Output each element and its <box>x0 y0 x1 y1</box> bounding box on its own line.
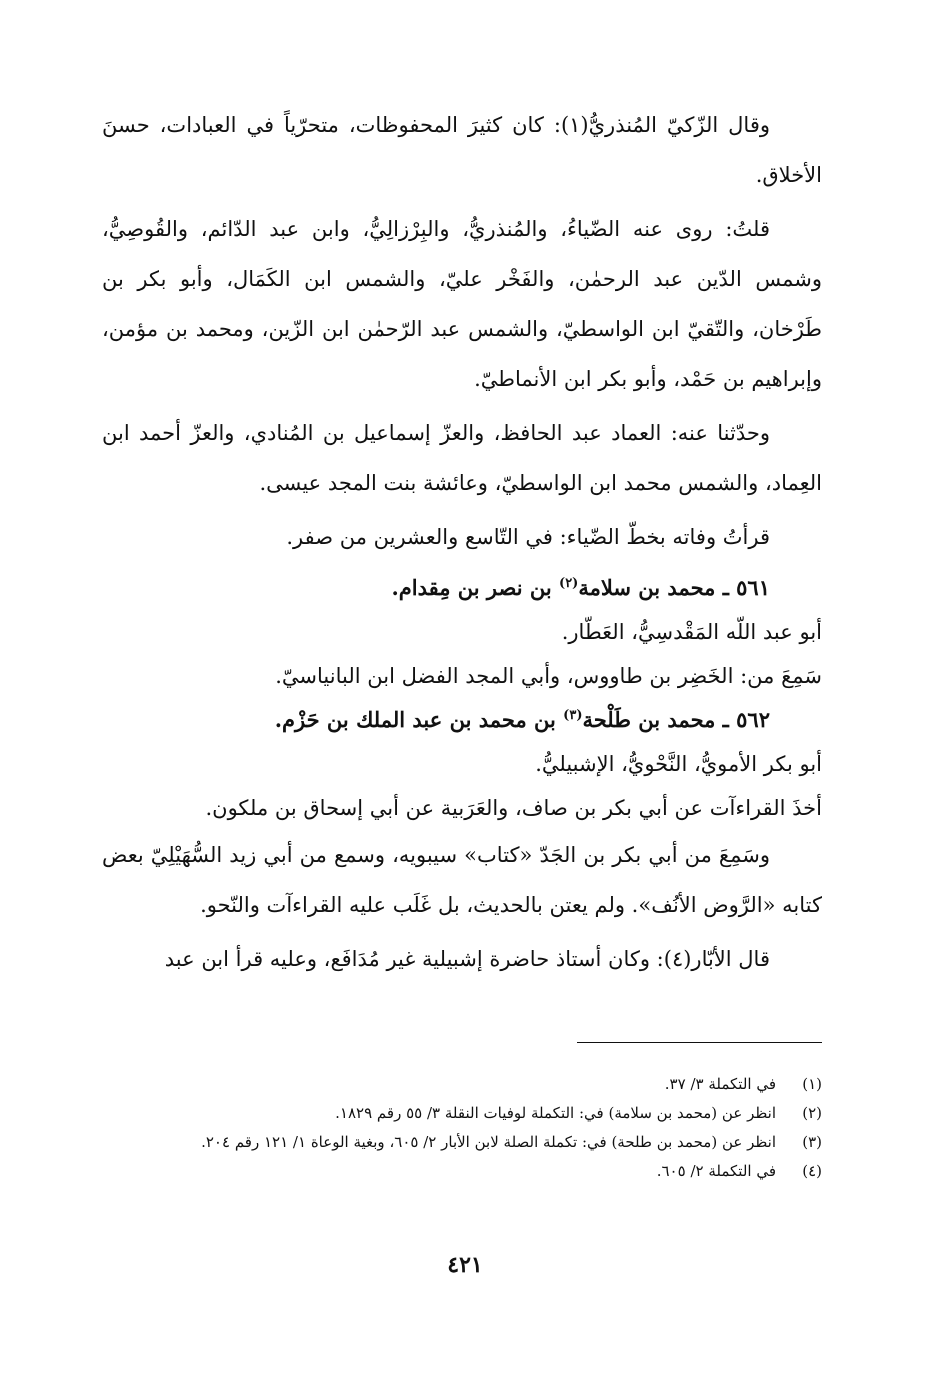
entry-562-kunya: أبو بكر الأمويُّ، النَّحْويُّ، الإشبيليُّ. <box>535 752 822 776</box>
entry-561-title-name: ٥٦١ ـ محمد بن سلامة <box>578 575 770 600</box>
footnote-ref-2: (٢) <box>559 576 579 591</box>
entry-562 <box>102 698 822 984</box>
footnote-number: (٤) <box>802 1162 822 1180</box>
footnote-number: (١) <box>802 1075 822 1093</box>
entry-561 <box>102 566 822 698</box>
footnote-divider <box>577 1042 822 1043</box>
entry-561-title-lineage: بن نصر بن مِقدام. <box>391 575 560 600</box>
footnote-4 <box>102 1157 822 1186</box>
footnote-number: (٣) <box>802 1133 822 1151</box>
entry-562-title-name: ٥٦٢ ـ محمد بن طَلْحة <box>582 707 770 732</box>
footnote-3 <box>102 1128 822 1157</box>
footnote-ref-3: (٣) <box>563 708 583 723</box>
paragraph-narrators-from-him: قلتُ: روى عنه الضّياءُ، والمُنذريُّ، والبِرْزالِيُّ، وابن عبد الدّائم، والقُوصِيُّ، وشمس الدّين عبد الرحمٰن، والفَخْر عليّ، والشمس ابن الكَمَال، وأبو بكر بن طَرْخان، والتّقيّ ابن الواسطيّ، والشمس عبد الرّحمٰن ابن الزّين، ومحمد بن مؤمن، وإبراهيم بن حَمْد، وأبو بكر ابن الأنماطيّ. <box>102 217 822 391</box>
footnote-2 <box>102 1099 822 1128</box>
entry-561-teachers: سَمِعَ من: الخَضِر بن طاووس، وأبي المجد الفضل ابن البانياسيّ. <box>275 664 822 688</box>
entry-561-title <box>102 566 822 610</box>
page-number: ٤٢١ <box>447 1252 483 1278</box>
footnote-text: في التكملة ٢/ ٦٠٥. <box>656 1162 776 1180</box>
footnote-text: في التكملة ٣/ ٣٧. <box>664 1075 776 1093</box>
entry-562-title-lineage: بن محمد بن عبد الملك بن حَزْم. <box>274 707 564 732</box>
footnote-1 <box>102 1070 822 1099</box>
footnote-text: انظر عن (محمد بن طلحة) في: تكملة الصلة لابن الأبار ٢/ ٦٠٥، وبغية الوعاة ١/ ١٢١ رقم ٢٠٤. <box>201 1133 776 1151</box>
entry-561-kunya: أبو عبد اللّه المَقْدسِيُّ، العَطّار. <box>561 620 822 644</box>
main-text <box>102 100 822 988</box>
paragraph-narrated-to-us: وحدّثنا عنه: العماد عبد الحافظ، والعزّ إسماعيل بن المُنادي، والعزّ أحمد ابن العِماد، والشمس محمد ابن الواسطيّ، وعائشة بنت المجد عيسى. <box>102 421 822 495</box>
footnotes <box>102 1070 822 1186</box>
entry-562-abbar-quote: قال الأبّار(٤): وكان أستاذ حاضرة إشبيلية غير مُدَافَع، وعليه قرأ ابن عبد <box>164 947 770 971</box>
entry-562-title <box>102 698 822 742</box>
paragraph-zaki-mundhiri: وقال الزّكيّ المُنذريُّ(١): كان كثيرَ المحفوظات، متحرّياً في العبادات، حسنَ الأخلاق. <box>102 113 822 187</box>
entry-562-hearing: وسَمِعَ من أبي بكر بن الجَدّ «كتاب» سيبويه، وسمع من أبي زيد السُّهَيْلِيّ بعض كتابه «الرَّوض الأنُف». ولم يعتن بالحديث، بل غَلَب عليه القراءآت والنّحو. <box>102 843 822 917</box>
entry-562-studies: أخذَ القراءآت عن أبي بكر بن صاف، والعَرَبية عن أبي إسحاق بن ملكون. <box>205 796 822 820</box>
footnote-number: (٢) <box>802 1104 822 1122</box>
footnote-text: انظر عن (محمد بن سلامة) في: التكملة لوفيات النقلة ٣/ ٥٥ رقم ١٨٢٩. <box>335 1104 776 1122</box>
paragraph-death-date: قرأتُ وفاته بخطّ الضّياء: في التّاسع والعشرين من صفر. <box>286 525 770 549</box>
